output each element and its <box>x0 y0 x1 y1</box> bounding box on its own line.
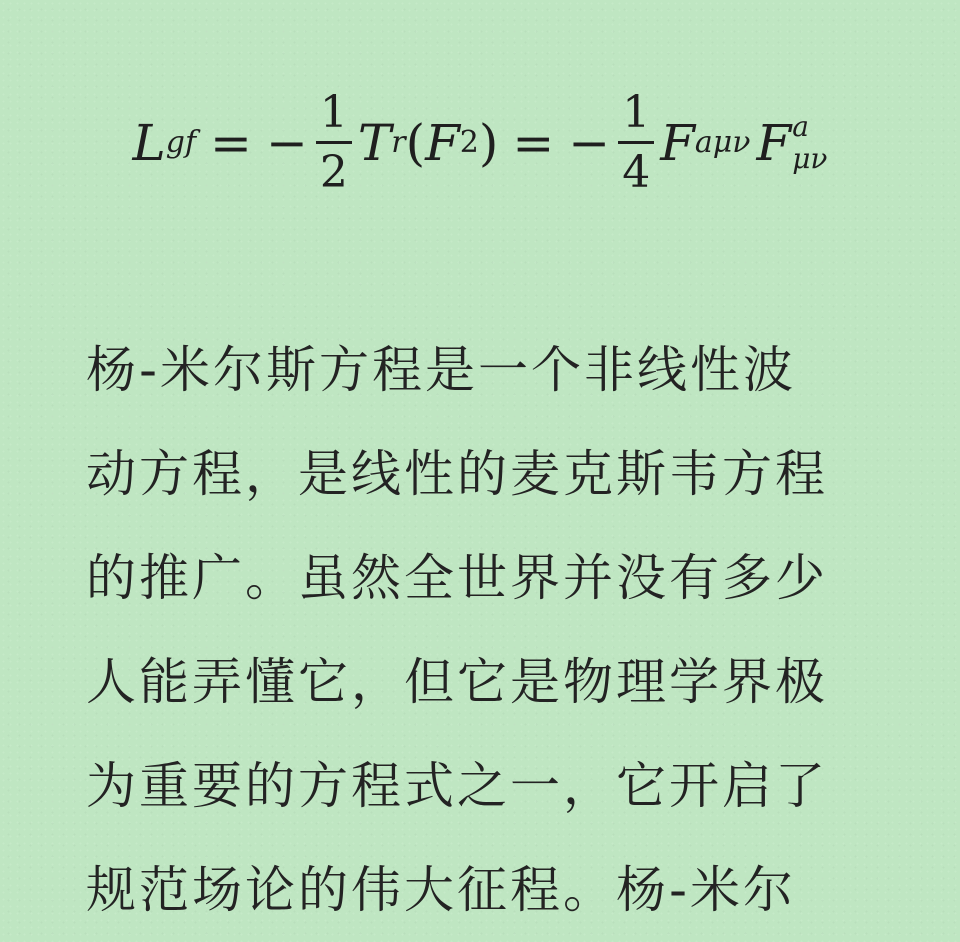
formula-field-2-sub: μν <box>792 142 828 175</box>
formula-lhs-base: L <box>132 114 166 172</box>
formula-equals-1: = <box>210 114 252 172</box>
formula-F: F <box>425 114 460 172</box>
paragraph-line: 规范场论的伟大征程。杨-米尔 <box>86 861 797 919</box>
paragraph-line: 人能弄懂它，但它是物理学界极 <box>86 653 828 711</box>
fraction-numerator: 1 <box>622 87 651 139</box>
description-paragraph <box>86 318 886 942</box>
fraction-numerator: 1 <box>319 87 348 139</box>
lagrangian-formula <box>0 78 960 208</box>
formula-field-2: F <box>756 114 792 172</box>
fraction-bar <box>618 141 654 144</box>
formula-close-paren: ) <box>478 114 499 172</box>
fraction-bar <box>316 141 352 144</box>
formula-fraction-quarter <box>618 87 654 198</box>
formula-minus-2: − <box>568 114 611 172</box>
fraction-denominator: 2 <box>319 146 348 198</box>
formula-trace-sub: r <box>391 125 406 160</box>
formula-trace: T <box>357 114 392 172</box>
formula-field-2-indices <box>792 111 827 175</box>
formula-equals-2: = <box>512 114 555 172</box>
paragraph-line: 动方程，是线性的麦克斯韦方程 <box>86 445 828 503</box>
formula-field-1-sup: aμν <box>694 125 751 160</box>
formula-square: 2 <box>459 125 479 160</box>
paragraph-line: 的推广。虽然全世界并没有多少 <box>86 549 828 607</box>
formula-open-paren: ( <box>405 114 426 172</box>
fraction-denominator: 4 <box>622 146 651 198</box>
paragraph-line: 为重要的方程式之一，它开启了 <box>86 757 828 815</box>
formula-field-1: F <box>660 114 695 172</box>
formula-lhs-sub: gf <box>165 125 197 160</box>
paragraph-line: 杨-米尔斯方程是一个非线性波 <box>86 341 797 399</box>
formula-minus-1: − <box>265 114 308 172</box>
formula-field-2-sup: a <box>792 109 809 143</box>
formula-fraction-half <box>316 87 352 198</box>
